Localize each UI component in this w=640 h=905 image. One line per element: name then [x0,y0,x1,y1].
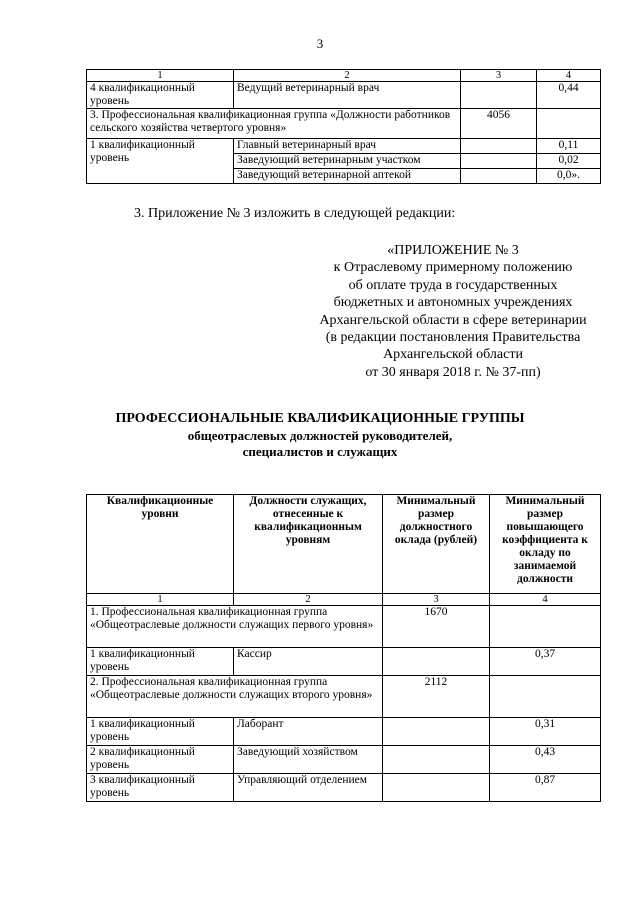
group-row [87,606,601,648]
coefficient: 0,11 [537,139,601,154]
qualification-level: 2 квалификационный уровень [87,746,234,774]
appendix-line: Архангельской области [383,347,523,363]
coefficient: 0,37 [490,648,601,676]
qualification-level: 1 квалификационный уровень [87,718,234,746]
position-name: Кассир [234,648,383,676]
appendix-line: (в редакции постановления Правительства [325,330,581,346]
appendix-line: бюджетных и автономных учреждениях [333,295,573,311]
base-salary: 4056 [461,109,537,139]
base-salary [383,746,490,774]
column-number-row [87,70,601,82]
column-header: Минимальный размер повышающего коэффициента к окладу по занимаемой должности [490,495,601,594]
position-name: Заведующий ветеринарным участком [234,154,461,169]
table-row [87,82,601,109]
coefficient [490,606,601,648]
qualification-level: 3 квалификационный уровень [87,774,234,802]
base-salary [383,774,490,802]
column-header: Квалификационные уровни [87,495,234,594]
qualification-group: 2. Профессиональная квалификационная группа «Общеотраслевые должности служащих второго уровня» [87,676,383,718]
appendix-line: «ПРИЛОЖЕНИЕ № 3 [387,243,519,258]
salary-table-continued [86,69,601,184]
qualification-group: 1. Профессиональная квалификационная группа «Общеотраслевые должности служащих первого уровня» [87,606,383,648]
appendix-line: от 30 января 2018 г. № 37-пп) [365,364,541,380]
base-salary [461,169,537,184]
coefficient: 0,0». [537,169,601,184]
appendix-line: об оплате труда в государственных [348,277,558,293]
position-name: Главный ветеринарный врач [234,139,461,154]
base-salary [461,82,537,109]
base-salary: 2112 [383,676,490,718]
column-number: 3 [461,70,537,82]
coefficient: 0,44 [537,82,601,109]
position-name: Заведующий ветеринарной аптекой [234,169,461,184]
document-title [0,410,640,460]
title-line: специалистов и служащих [242,444,398,459]
title-line: ПРОФЕССИОНАЛЬНЫЕ КВАЛИФИКАЦИОННЫЕ ГРУППЫ [115,411,525,426]
base-salary [461,139,537,154]
group-row [87,676,601,718]
appendix-line: к Отраслевому примерному положению [333,260,573,276]
column-number: 4 [490,594,601,606]
coefficient: 0,02 [537,154,601,169]
column-number: 2 [234,70,461,82]
table-row [87,774,601,802]
base-salary [383,718,490,746]
column-header: Минимальный размер должностного оклада (рублей) [383,495,490,594]
qualification-level: 1 квалификационный уровень [87,139,234,184]
column-number-row [87,594,601,606]
position-name: Управляющий отделением [234,774,383,802]
coefficient [537,109,601,139]
appendix-line: Архангельской области в сфере ветеринарии [319,312,587,328]
column-header: Должности служащих, отнесенные к квалификационным уровням [234,495,383,594]
title-line: общеотраслевых должностей руководителей, [187,428,453,443]
table-row [87,746,601,774]
appendix-heading [268,242,638,381]
base-salary: 1670 [383,606,490,648]
table-row [87,718,601,746]
page-number: 3 [316,36,324,51]
coefficient: 0,43 [490,746,601,774]
qualification-level: 4 квалификационный уровень [87,82,234,109]
column-number: 4 [537,70,601,82]
base-salary [383,648,490,676]
column-number: 2 [234,594,383,606]
position-name: Лаборант [234,718,383,746]
base-salary [461,154,537,169]
column-number: 1 [87,594,234,606]
column-number: 3 [383,594,490,606]
position-name: Ведущий ветеринарный врач [234,82,461,109]
coefficient [490,676,601,718]
table-row [87,648,601,676]
group-row [87,109,601,139]
column-number: 1 [87,70,234,82]
qualification-group: 3. Профессиональная квалификационная группа «Должности работников сельского хозяйства четвертого уровня» [87,109,461,139]
header-row [87,495,601,594]
table-row [87,139,601,154]
coefficient: 0,31 [490,718,601,746]
qualification-groups-table [86,494,601,802]
position-name: Заведующий хозяйством [234,746,383,774]
coefficient: 0,87 [490,774,601,802]
qualification-level: 1 квалификационный уровень [87,648,234,676]
amendment-paragraph: 3. Приложение № 3 изложить в следующей редакции: [134,206,456,221]
